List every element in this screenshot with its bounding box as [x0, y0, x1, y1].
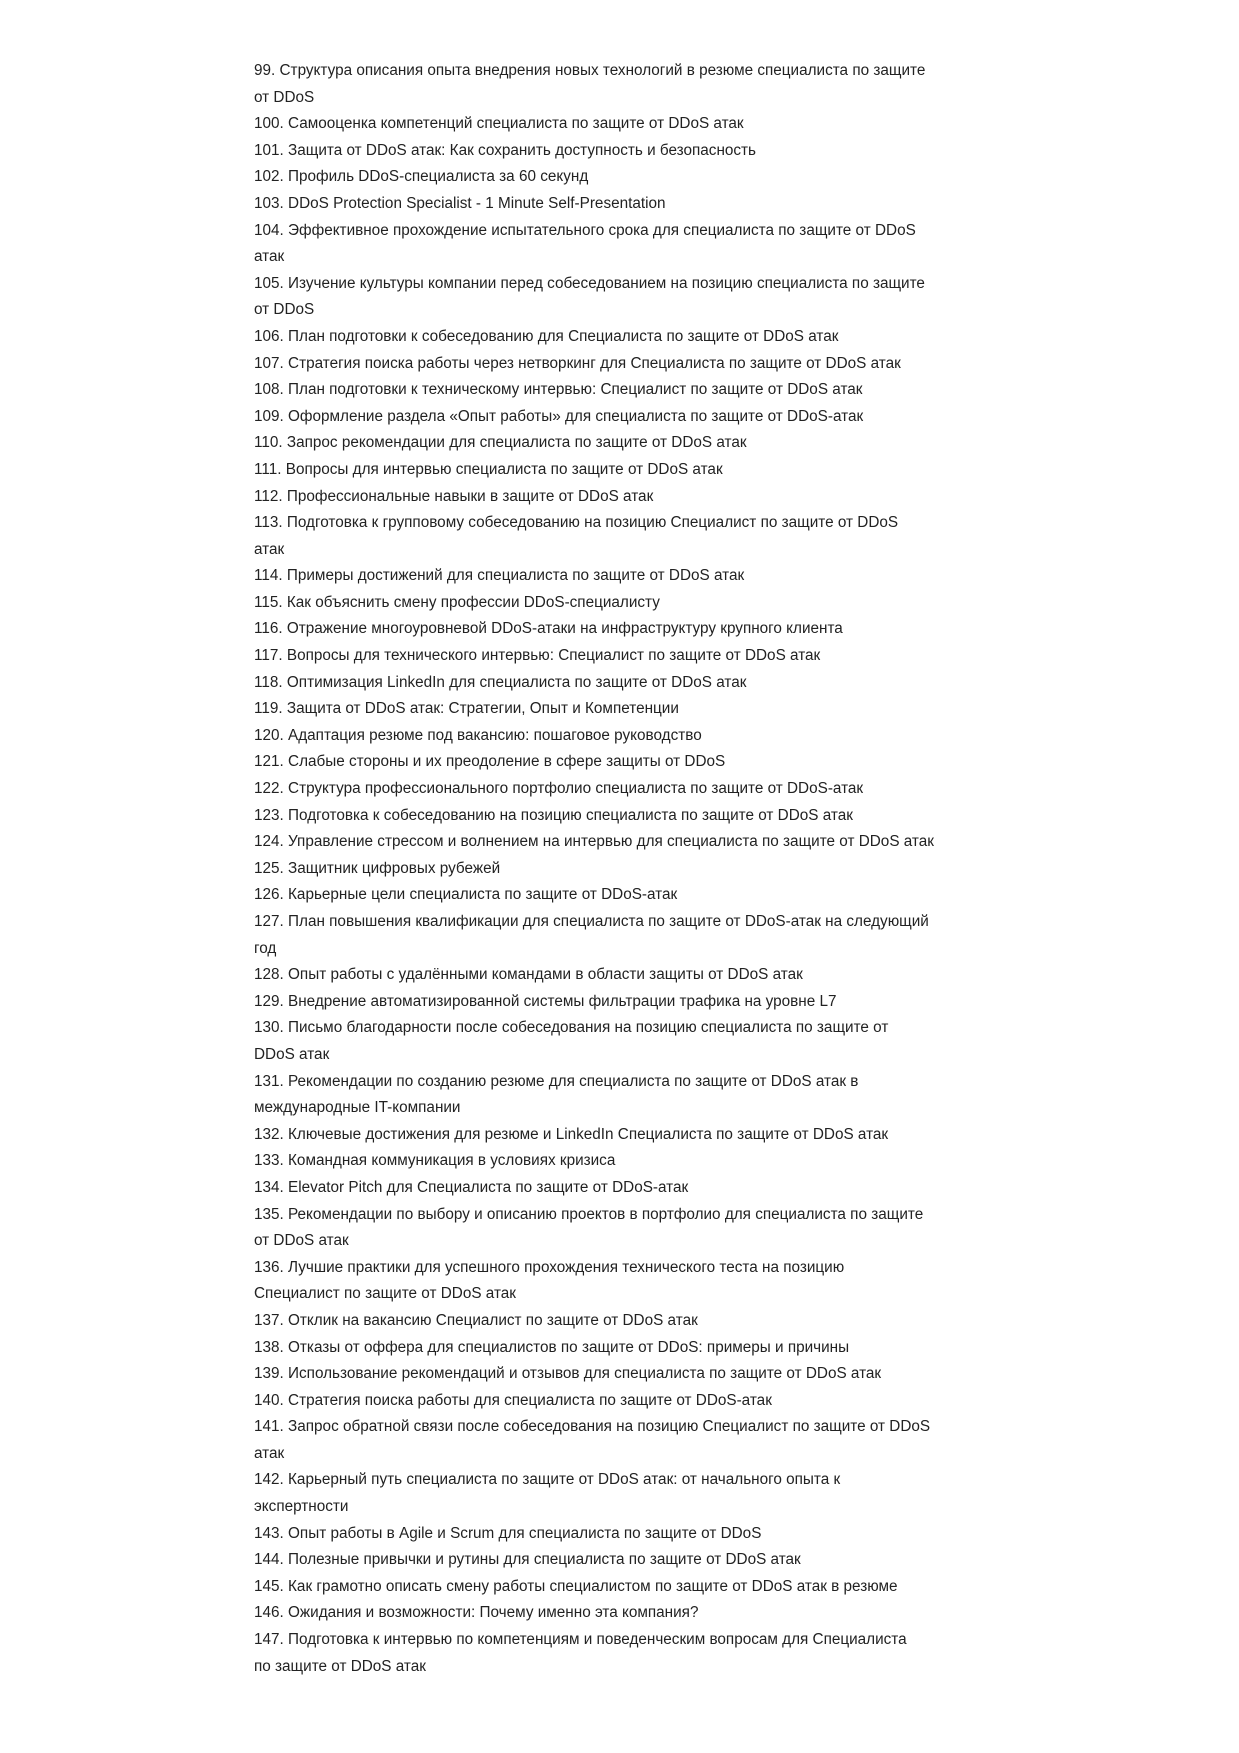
list-item-text: Специалист по защите от DDoS атак — [254, 1285, 516, 1303]
list-item-text: экспертности — [254, 1498, 349, 1516]
list-item-text: 113. Подготовка к групповому собеседованию на позицию Специалист по защите от DDoS — [254, 514, 899, 532]
list-item-text: 114. Примеры достижений для специалиста по защите от DDoS атак — [254, 567, 745, 585]
list-item — [254, 590, 1014, 617]
list-item — [254, 1015, 1014, 1068]
list-item-text: 125. Защитник цифровых рубежей — [254, 859, 501, 877]
list-item-text: 129. Внедрение автоматизированной системы фильтрации трафика на уровне L7 — [254, 992, 837, 1010]
list-item-text: 135. Рекомендации по выбору и описанию проектов в портфолио для специалиста по защите — [254, 1205, 924, 1223]
list-item-text: от DDoS — [254, 88, 315, 106]
list-item — [254, 909, 1014, 962]
list-item — [254, 1467, 1014, 1520]
list-item-text: 107. Стратегия поиска работы через нетворкинг для Специалиста по защите от DDoS атак — [254, 354, 901, 372]
list-item-text: 127. План повышения квалификации для специалиста по защите от DDoS-атак на следующий — [254, 913, 929, 930]
list-item-text: 106. План подготовки к собеседованию для Специалиста по защите от DDoS атак — [254, 327, 839, 345]
list-item-text: 122. Структура профессионального портфолио специалиста по защите от DDoS-атак — [254, 780, 864, 798]
list-item-text: 136. Лучшие практики для успешного прохождения технического теста на позицию — [254, 1258, 845, 1276]
list-item — [254, 616, 1014, 643]
list-item — [254, 776, 1014, 803]
list-item-text: 109. Оформление раздела «Опыт работы» для специалиста по защите от DDoS-атак — [254, 407, 864, 425]
list-item-text: 99. Структура описания опыта внедрения новых технологий в резюме специалиста по защите — [254, 62, 926, 79]
list-item-text: атак — [254, 540, 285, 558]
list-item — [254, 1122, 1014, 1149]
list-item — [254, 1361, 1014, 1388]
list-item — [254, 1388, 1014, 1415]
list-item — [254, 164, 1014, 191]
list-item-text: 115. Как объяснить смену профессии DDoS-специалисту — [254, 593, 660, 611]
list-item — [254, 271, 1014, 324]
list-item — [254, 856, 1014, 883]
list-item-text: по защите от DDoS атак — [254, 1657, 426, 1675]
list-item — [254, 1521, 1014, 1548]
list-item-text: 102. Профиль DDoS-специалиста за 60 секунд — [254, 168, 589, 186]
list-item-text: 134. Elevator Pitch для Специалиста по защите от DDoS-атак — [254, 1178, 689, 1196]
list-item — [254, 218, 1014, 271]
list-item-text: от DDoS атак — [254, 1232, 349, 1250]
list-item-text: 119. Защита от DDoS атак: Стратегии, Опыт и Компетенции — [254, 700, 679, 718]
list-item — [254, 430, 1014, 457]
list-item-text: 101. Защита от DDoS атак: Как сохранить доступность и безопасность — [254, 141, 757, 159]
list-item — [254, 1574, 1014, 1601]
list-item-text: 103. DDoS Protection Specialist - 1 Minute Self-Presentation — [254, 194, 666, 212]
list-item — [254, 696, 1014, 723]
list-item-text: 145. Как грамотно описать смену работы специалистом по защите от DDoS атак в резюме — [254, 1577, 898, 1595]
list-item — [254, 1255, 1014, 1308]
list-item — [254, 1547, 1014, 1574]
list-item-text: 146. Ожидания и возможности: Почему именно эта компания? — [254, 1604, 699, 1622]
topic-list — [254, 58, 1014, 1680]
list-item — [254, 1175, 1014, 1202]
list-item-text: атак — [254, 248, 285, 266]
list-item — [254, 1627, 1014, 1680]
list-item — [254, 803, 1014, 830]
list-item-text: 120. Адаптация резюме под вакансию: пошаговое руководство — [254, 726, 702, 744]
list-item-text: 117. Вопросы для технического интервью: Специалист по защите от DDoS атак — [254, 647, 821, 665]
list-item-text: 139. Использование рекомендаций и отзывов для специалиста по защите от DDoS атак — [254, 1365, 882, 1383]
list-item-text: 108. План подготовки к техническому интервью: Специалист по защите от DDoS атак — [254, 381, 863, 399]
list-item — [254, 1202, 1014, 1255]
list-item-text: 116. Отражение многоуровневой DDoS-атаки на инфраструктуру крупного клиента — [254, 620, 843, 638]
list-item — [254, 111, 1014, 138]
list-item — [254, 324, 1014, 351]
list-item — [254, 1148, 1014, 1175]
list-item-text: 128. Опыт работы с удалёнными командами в области защиты от DDoS атак — [254, 966, 803, 984]
list-item — [254, 989, 1014, 1016]
list-item-text: 130. Письмо благодарности после собеседования на позицию специалиста по защите от — [254, 1019, 889, 1037]
list-item — [254, 670, 1014, 697]
list-item-text: 105. Изучение культуры компании перед собеседованием на позицию специалиста по защите — [254, 274, 925, 292]
list-item — [254, 510, 1014, 563]
list-item-text: 100. Самооценка компетенций специалиста по защите от DDoS атак — [254, 115, 744, 133]
list-item-text: 140. Стратегия поиска работы для специалиста по защите от DDoS-атак — [254, 1391, 772, 1409]
list-item-text: 110. Запрос рекомендации для специалиста по защите от DDoS атак — [254, 434, 747, 452]
list-item-text: 126. Карьерные цели специалиста по защите от DDoS-атак — [254, 886, 678, 904]
list-item-text: 111. Вопросы для интервью специалиста по защите от DDoS атак — [254, 460, 723, 478]
list-item — [254, 1335, 1014, 1362]
list-item-text: 124. Управление стрессом и волнением на интервью для специалиста по защите от DDoS атак — [254, 833, 934, 851]
list-item — [254, 377, 1014, 404]
list-item — [254, 962, 1014, 989]
list-item — [254, 643, 1014, 670]
list-item-text: 123. Подготовка к собеседованию на позицию специалиста по защите от DDoS атак — [254, 806, 853, 824]
list-item-text: 147. Подготовка к интервью по компетенциям и поведенческим вопросам для Специалиста — [254, 1631, 907, 1649]
list-item-text: 131. Рекомендации по созданию резюме для специалиста по защите от DDoS атак в — [254, 1072, 859, 1090]
list-item — [254, 749, 1014, 776]
list-item — [254, 723, 1014, 750]
list-item — [254, 1600, 1014, 1627]
list-item-text: 118. Оптимизация LinkedIn для специалиста по защите от DDoS атак — [254, 673, 747, 691]
list-item-text: 138. Отказы от оффера для специалистов по защите от DDoS: примеры и причины — [254, 1338, 850, 1356]
list-item-text: 104. Эффективное прохождение испытательного срока для специалиста по защите от DDoS — [254, 221, 916, 239]
list-item-text: 142. Карьерный путь специалиста по защите от DDoS атак: от начального опыта к — [254, 1471, 841, 1489]
list-item — [254, 484, 1014, 511]
list-item — [254, 882, 1014, 909]
list-item — [254, 58, 1014, 111]
list-item-text: год — [254, 939, 277, 957]
list-item — [254, 1414, 1014, 1467]
list-item — [254, 1308, 1014, 1335]
list-item-text: 132. Ключевые достижения для резюме и LinkedIn Специалиста по защите от DDoS атак — [254, 1125, 889, 1143]
list-item — [254, 138, 1014, 165]
list-item-text: атак — [254, 1444, 285, 1462]
list-item — [254, 829, 1014, 856]
list-item-text: 141. Запрос обратной связи после собеседования на позицию Специалист по защите от DDoS — [254, 1418, 931, 1436]
list-item — [254, 457, 1014, 484]
list-item-text: международные IT-компании — [254, 1099, 461, 1117]
list-item-text: 137. Отклик на вакансию Специалист по защите от DDoS атак — [254, 1311, 698, 1329]
list-item-text: 143. Опыт работы в Agile и Scrum для специалиста по защите от DDoS — [254, 1524, 762, 1542]
list-item-text: 144. Полезные привычки и рутины для специалиста по защите от DDoS атак — [254, 1551, 801, 1569]
list-item-text: 121. Слабые стороны и их преодоление в сфере защиты от DDoS — [254, 753, 726, 771]
list-item — [254, 563, 1014, 590]
list-item — [254, 351, 1014, 378]
list-item-text: 112. Профессиональные навыки в защите от DDoS атак — [254, 487, 654, 505]
list-item-text: 133. Командная коммуникация в условиях кризиса — [254, 1152, 616, 1170]
list-item — [254, 1069, 1014, 1122]
list-item-text: DDoS атак — [254, 1045, 330, 1063]
list-item — [254, 404, 1014, 431]
list-item-text: от DDoS — [254, 301, 315, 319]
list-item — [254, 191, 1014, 218]
